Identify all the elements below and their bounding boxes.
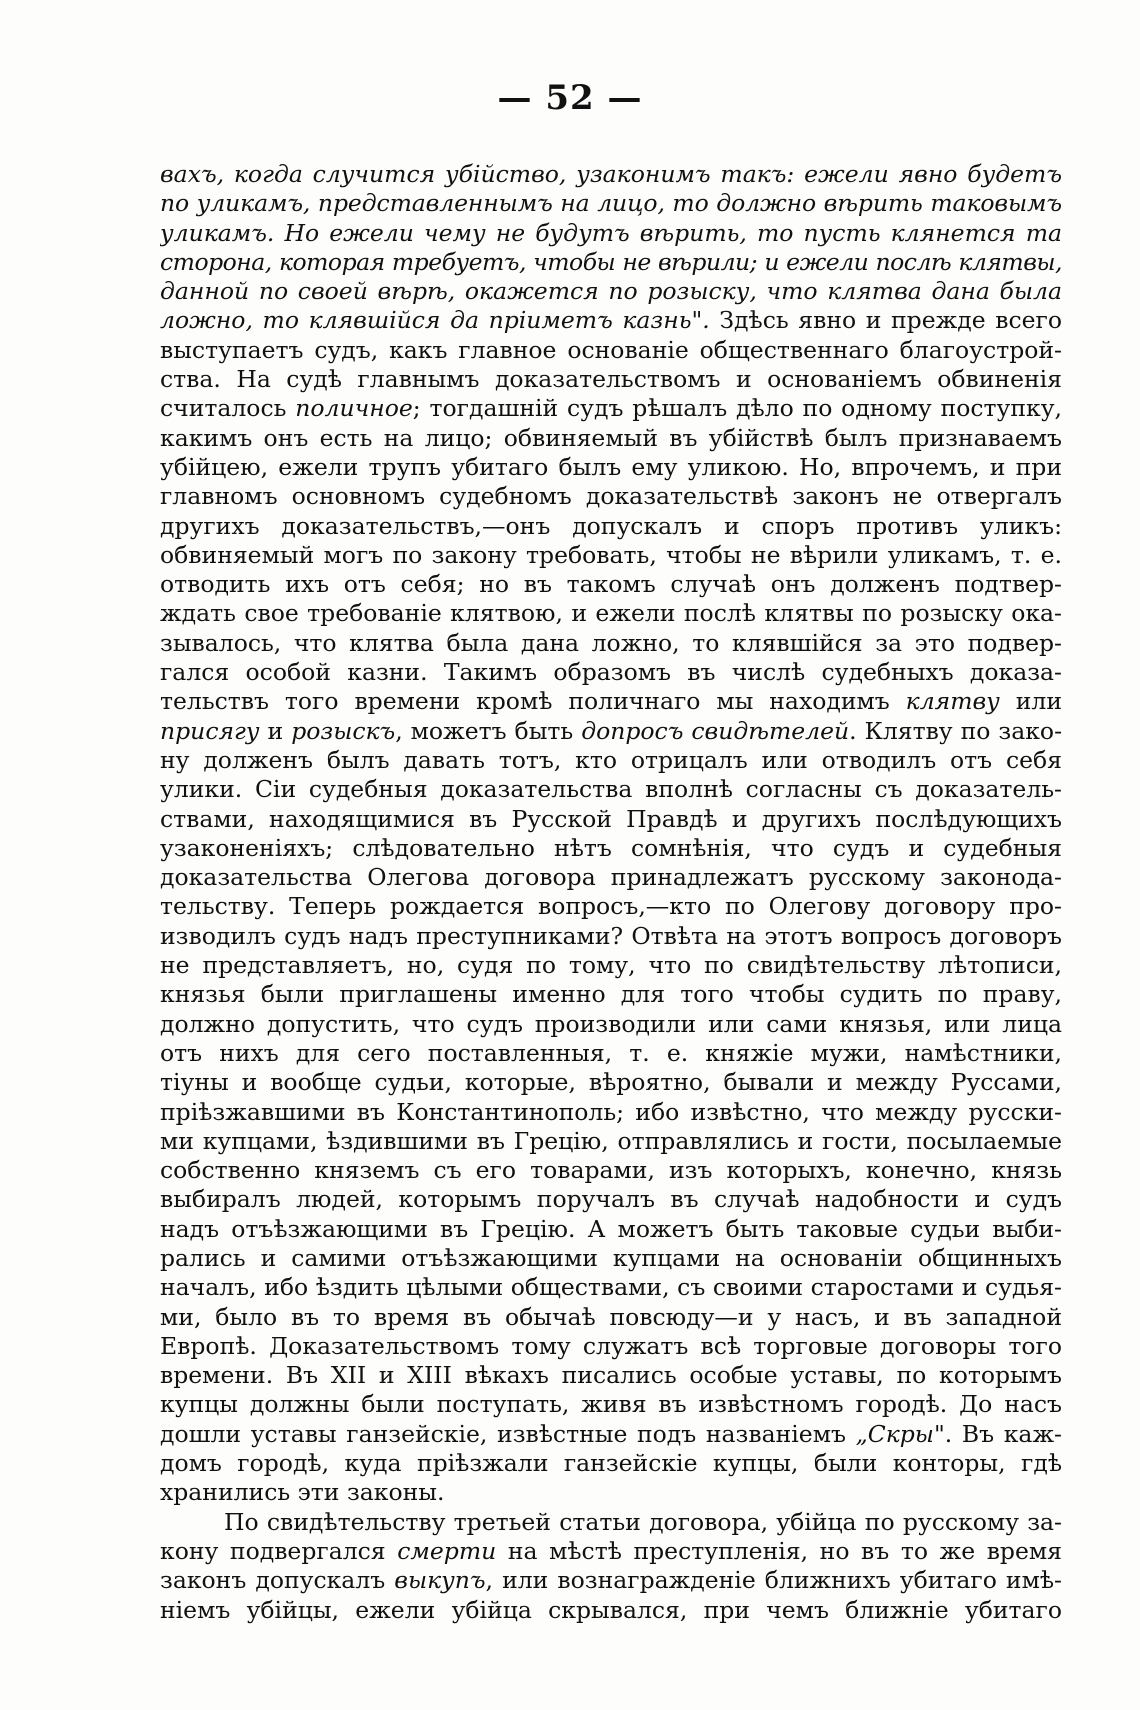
text-line [160,394,1062,423]
body-text [160,160,1062,1625]
text-run: тіуны и вообще судьи, которые, вѣроятно, бывали и между Руссами, [160,1068,1062,1097]
text-line [160,1420,1062,1449]
text-run: , или вознагражденіе ближнихъ убитаго имѣ- [485,1566,1062,1595]
text-line [160,775,1062,804]
text-line [160,834,1062,863]
italic-text-run: присягу [160,716,260,745]
text-run: дошли уставы ганзейскіе, извѣстные подъ названіемъ [160,1419,856,1448]
text-line [160,1361,1062,1390]
text-run: рались и самими отъѣзжающими купцами на основаніи общинныхъ [160,1243,1062,1272]
text-line [160,541,1062,570]
text-run: другихъ доказательствъ,—онъ допускалъ и споръ противъ уликъ: [160,511,1062,540]
italic-text-run: смерти [397,1536,497,1565]
text-run: купцы должны были поступать, живя въ извѣстномъ городѣ. До насъ [160,1390,1062,1419]
text-line [160,863,1062,892]
text-line [160,951,1062,980]
text-line [160,1303,1062,1332]
text-line [160,805,1062,834]
text-line [160,1449,1062,1478]
text-line [160,1244,1062,1273]
text-run: улики. Сіи судебныя доказательства вполнѣ согласны съ доказатель- [160,775,1062,804]
text-run: ждать свое требованіе клятвою, и ежели послѣ клятвы по розыску ока- [160,599,1062,628]
text-line [160,1215,1062,1244]
text-line [160,365,1062,394]
text-run: хранились эти законы. [160,1478,445,1507]
text-line [160,453,1062,482]
text-line [160,1273,1062,1302]
text-run: выбиралъ людей, которымъ поручалъ въ случаѣ надобности и судъ [160,1185,1062,1214]
text-run: считалось [160,394,296,423]
text-run: Европѣ. Доказательствомъ тому служатъ всѣ торговые договоры того [160,1331,1062,1360]
page-number: — 52 — [497,78,643,118]
text-run: узаконеніяхъ; слѣдовательно нѣтъ сомнѣнія, что судъ и судебныя [160,833,1062,862]
text-run: или [999,687,1062,716]
text-line [160,1098,1062,1127]
text-run: пріѣзжавшими въ Константинополь; ибо извѣстно, что между русски- [160,1097,1062,1126]
text-line [160,980,1062,1009]
text-line [160,1596,1062,1625]
text-run: тельству. Теперь рождается вопросъ,—кто по Олегову договору про- [160,892,1062,921]
text-run: какимъ онъ есть на лицо; обвиняемый въ убійствѣ былъ признаваемъ [160,423,1062,452]
text-run: зывалось, что клятва была дана ложно, то клявшійся за это подвер- [160,628,1062,657]
text-run: законъ допускалъ [160,1566,395,1595]
text-line [160,277,1062,306]
text-run: гался особой казни. Такимъ образомъ въ числѣ судебныхъ доказа- [160,658,1062,687]
text-run: князья были приглашены именно для того чтобы судить по праву, [160,980,1062,1009]
text-line [160,189,1062,218]
text-run: надъ отъѣзжающими въ Грецію. А можетъ быть таковые судьи выби- [160,1214,1062,1243]
text-line [160,746,1062,775]
text-run: собственно княземъ съ его товарами, изъ которыхъ, конечно, князь [160,1156,1062,1185]
text-run: доказательства Олегова договора принадлежатъ русскому законода- [160,863,1062,892]
text-run: . Клятву по зако- [849,716,1062,745]
text-line [160,1185,1062,1214]
text-run: на мѣстѣ преступленія, но въ то же время [496,1536,1062,1565]
italic-text-run: клятву [905,687,1000,716]
text-line [160,1566,1062,1595]
italic-text-run: ложно, то клявшійся да пріиметъ казнь". [160,306,720,335]
text-run: отъ нихъ для сего поставленныя, т. е. княжіе мужи, намѣстники, [160,1038,1062,1067]
text-line [160,512,1062,541]
text-line [160,1010,1062,1039]
text-line [160,482,1062,511]
text-run: ми, было въ то время въ обычаѣ повсюду—и у насъ, и въ западной [160,1302,1062,1331]
text-run: отводить ихъ отъ себя; но въ такомъ случаѣ онъ долженъ подтвер- [160,570,1062,599]
text-run: и [259,716,292,745]
text-run: , можетъ быть [395,716,582,745]
text-run: должно допустить, что судъ производили или сами князья, или лица [160,1009,1062,1038]
text-run: началъ, ибо ѣздить цѣлыми обществами, съ своими старостами и судья- [160,1273,1062,1302]
text-line [160,248,1062,277]
text-line [160,687,1062,716]
text-line [160,1127,1062,1156]
italic-text-run: выкупъ [394,1566,486,1595]
text-run: домъ городѣ, куда пріѣзжали ганзейскіе купцы, были конторы, гдѣ [160,1449,1062,1478]
text-line [160,717,1062,746]
text-run: времени. Въ XII и XIII вѣкахъ писались особые уставы, по которымъ [160,1361,1062,1390]
text-line [160,160,1062,189]
text-run: ства. На судѣ главнымъ доказательствомъ и основаніемъ обвиненія [160,365,1062,394]
text-line [160,1156,1062,1185]
italic-text-run: поличное [295,394,413,423]
text-run: ніемъ убійцы, ежели убійца скрывался, при чемъ ближніе убитаго [160,1595,1062,1624]
text-run: выступаетъ судъ, какъ главное основаніе общественнаго благоустрой- [160,335,1062,364]
text-line [160,219,1062,248]
text-run: не представляетъ, но, судя по тому, что по свидѣтельству лѣтописи, [160,951,1062,980]
italic-text-run: допросъ свидѣтелей [581,716,850,745]
text-line [160,1508,1062,1537]
text-run: изводилъ судъ надъ преступниками? Отвѣта на этотъ вопросъ договоръ [160,921,1062,950]
text-line [160,922,1062,951]
text-line [160,306,1062,335]
text-run: тельствъ того времени кромѣ поличнаго мы находимъ [160,687,906,716]
text-line [160,424,1062,453]
text-line [160,599,1062,628]
text-run: . Въ каж- [944,1419,1062,1448]
text-line [160,1478,1062,1507]
italic-text-run: „Скры" [855,1419,945,1448]
italic-text-run: данной по своей вѣрѣ, окажется по розыску, что клятва дана была [160,277,1062,306]
text-run: главномъ основномъ судебномъ доказательствѣ законъ не отвергалъ [160,482,1062,511]
italic-text-run: по уликамъ, представленнымъ на лицо, то должно вѣрить таковымъ [160,189,1062,218]
text-line [160,658,1062,687]
text-run: ми купцами, ѣздившими въ Грецію, отправлялись и гости, посылаемые [160,1126,1062,1155]
text-run: По свидѣтельству третьей статьи договора, убійца по русскому за- [224,1507,1062,1536]
text-line [160,1537,1062,1566]
text-line [160,892,1062,921]
text-line [160,336,1062,365]
text-line [160,570,1062,599]
text-run: ствами, находящимися въ Русской Правдѣ и другихъ послѣдующихъ [160,804,1062,833]
italic-text-run: уликамъ. Но ежели чему не будутъ вѣрить, то пусть клянется та [160,218,1062,247]
italic-text-run: розыскъ [291,716,396,745]
text-run: убійцею, ежели трупъ убитаго былъ ему уликою. Но, впрочемъ, и при [160,452,1062,481]
text-line [160,1068,1062,1097]
text-line [160,1332,1062,1361]
italic-text-run: сторона, которая требуетъ, чтобы не вѣрили; и ежели послѣ клятвы, [160,247,1062,276]
text-run: ; тогдашній судъ рѣшалъ дѣло по одному поступку, [412,394,1062,423]
text-line [160,629,1062,658]
text-line [160,1390,1062,1419]
text-run: обвиняемый могъ по закону требовать, чтобы не вѣрили уликамъ, т. е. [160,540,1062,569]
text-line [160,1039,1062,1068]
text-run: Здѣсь явно и прежде всего [719,306,1062,335]
text-run: кону подвергался [160,1536,398,1565]
italic-text-run: вахъ, когда случится убійство, узаконимъ такъ: ежели явно будетъ [160,160,1062,188]
text-run: ну долженъ былъ давать тотъ, кто отрицалъ или отводилъ отъ себя [160,745,1062,774]
